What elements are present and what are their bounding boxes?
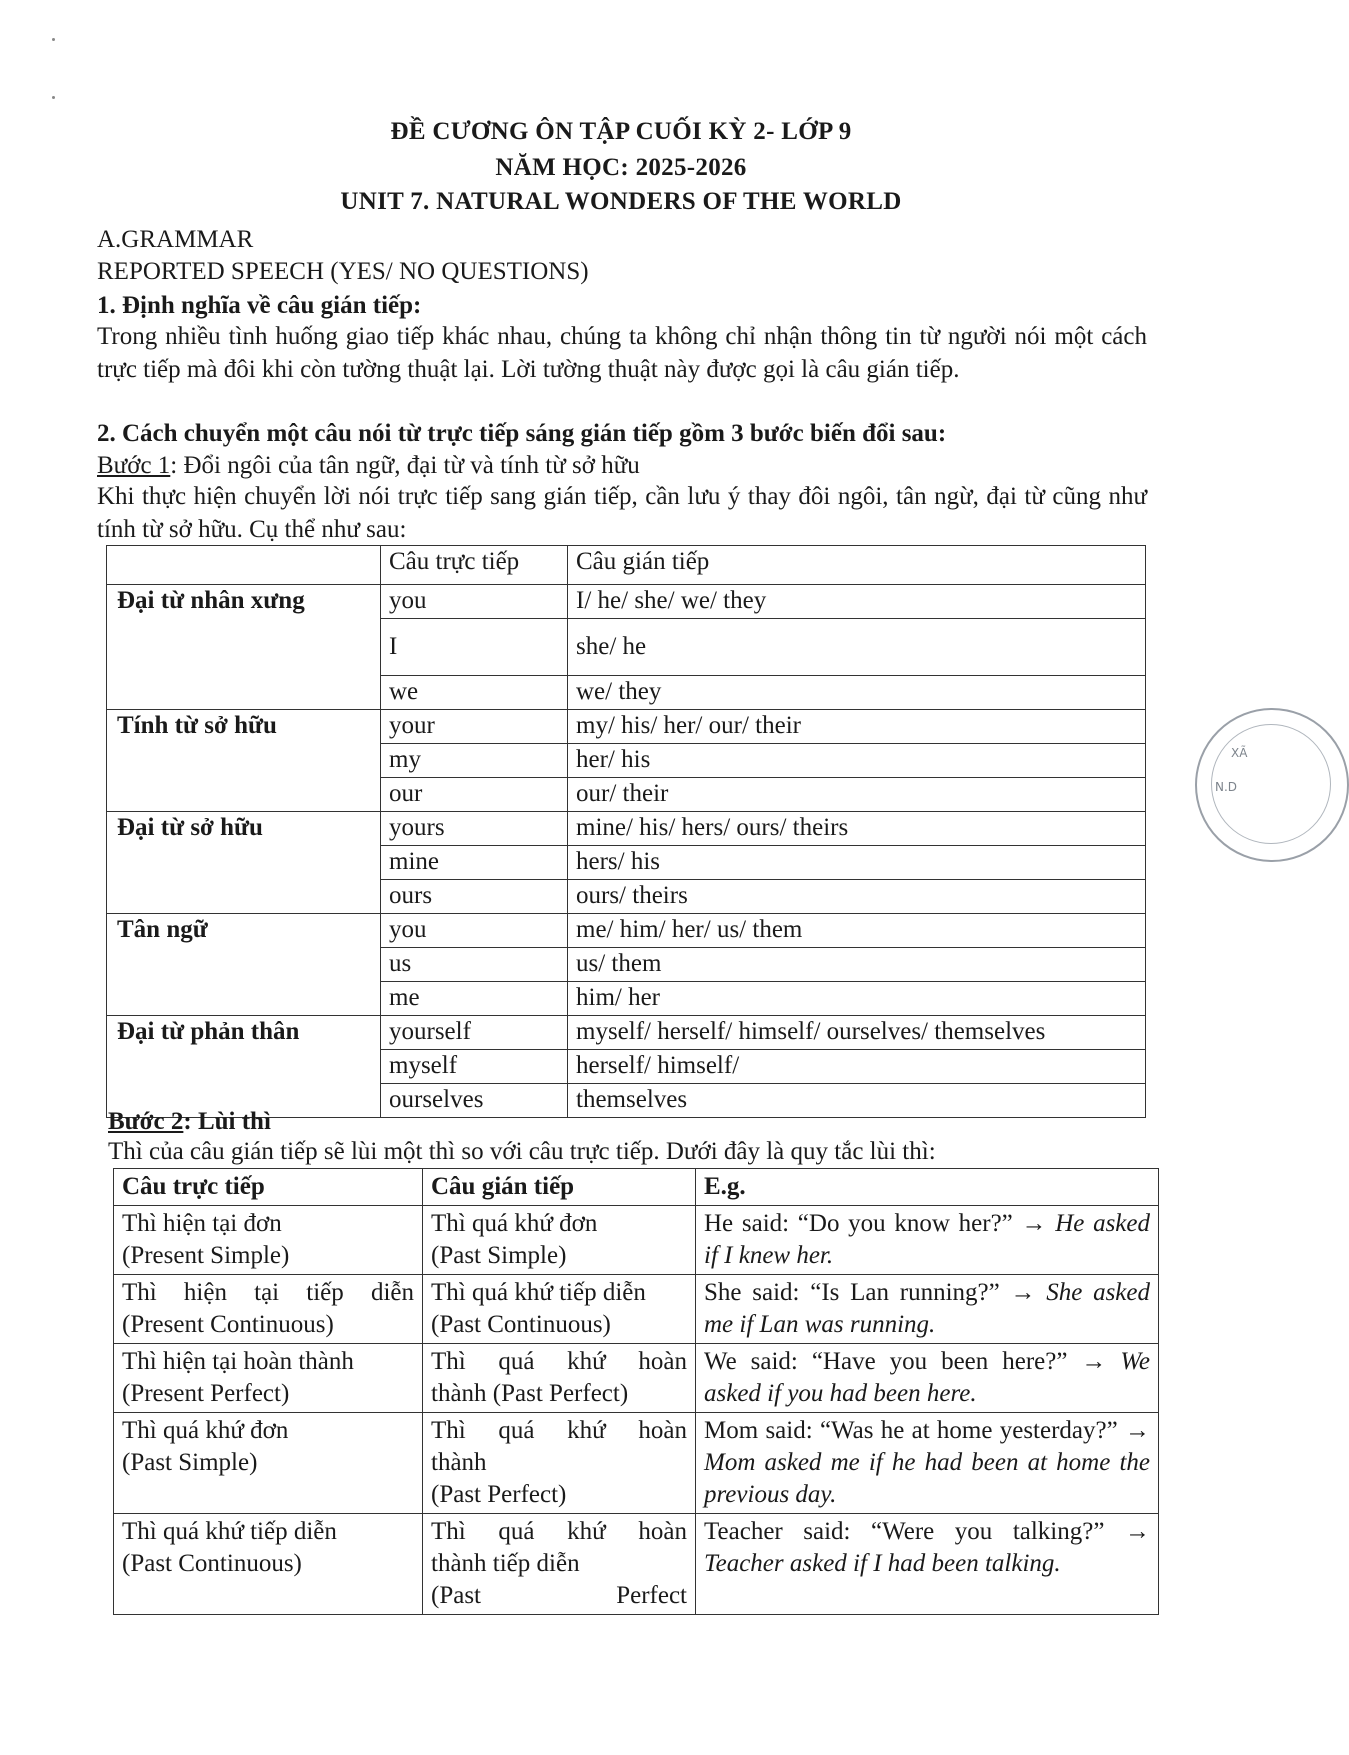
tense-name: Thì quá khứ tiếp diễn: [122, 1518, 337, 1545]
table-row: [114, 1413, 1159, 1514]
direct-cell: our: [381, 778, 568, 812]
table-row: [107, 710, 1146, 744]
table-header-row: [107, 546, 1146, 585]
step2-title: : Lùi thì: [183, 1108, 271, 1135]
indirect-tense-cell: [423, 1413, 696, 1514]
indirect-cell: hers/ his: [568, 846, 1146, 880]
tense-name: Thì quá khứ hoàn: [431, 1518, 687, 1545]
direct-cell: you: [381, 585, 568, 619]
tense-name: Thì quá khứ đơn: [122, 1417, 289, 1444]
indirect-cell: I/ he/ she/ we/ they: [568, 585, 1146, 619]
definition-heading: 1. Định nghĩa về câu gián tiếp:: [97, 292, 422, 319]
stamp-text: N.D: [1215, 780, 1238, 794]
direct-cell: yours: [381, 812, 568, 846]
section-heading: A.GRAMMAR: [97, 226, 254, 253]
header-cell: E.g.: [696, 1169, 1159, 1206]
indirect-cell: us/ them: [568, 948, 1146, 982]
example-direct: We said: “Have you been here?” →: [704, 1348, 1121, 1375]
table-row: [114, 1275, 1159, 1344]
category-cell: Đại từ nhân xưng: [107, 585, 381, 710]
step1-title: : Đổi ngôi của tân ngữ, đại từ và tính từ sở hữu: [170, 452, 640, 479]
doc-title: ĐỀ CƯƠNG ÔN TẬP CUỐI KỲ 2- LỚP 9: [390, 118, 852, 145]
example-cell: [696, 1344, 1159, 1413]
unit-title: UNIT 7. NATURAL WONDERS OF THE WORLD: [340, 188, 902, 215]
scan-speck: [52, 96, 55, 99]
tense-name: Thì quá khứ hoàn: [431, 1417, 687, 1444]
indirect-cell: me/ him/ her/ us/ them: [568, 914, 1146, 948]
stamp-text: XÃ: [1231, 746, 1248, 760]
indirect-cell: mine/ his/ hers/ ours/ theirs: [568, 812, 1146, 846]
tense-english: (Past Continuous): [431, 1311, 611, 1338]
indirect-cell: she/ he: [568, 619, 1146, 676]
indirect-cell: him/ her: [568, 982, 1146, 1016]
example-cell: [696, 1206, 1159, 1275]
indirect-cell: themselves: [568, 1084, 1146, 1118]
example-reported: He asked if I knew her.: [704, 1210, 1150, 1269]
category-cell: Tân ngữ: [107, 914, 381, 1016]
scan-speck: [52, 38, 55, 41]
pronoun-table: [106, 545, 1146, 1118]
tense-english: (Past Simple): [122, 1449, 258, 1476]
tense-english: (Present Perfect): [122, 1380, 290, 1407]
tense-table: [113, 1168, 1159, 1615]
example-direct: Teacher said: “Were you talking?” →: [704, 1518, 1150, 1545]
direct-tense-cell: [114, 1514, 423, 1615]
example-reported: We asked if you had been here.: [704, 1348, 1150, 1407]
step2-description: Thì của câu gián tiếp sẽ lùi một thì so với câu trực tiếp. Dưới đây là quy tắc lùi thì:: [108, 1138, 936, 1165]
direct-tense-cell: [114, 1206, 423, 1275]
indirect-cell: ours/ theirs: [568, 880, 1146, 914]
direct-cell: mine: [381, 846, 568, 880]
table-row: [114, 1206, 1159, 1275]
step1-heading: [97, 452, 640, 480]
tense-name: Thì quá khứ đơn: [431, 1210, 598, 1237]
indirect-cell: her/ his: [568, 744, 1146, 778]
example-direct: Mom said: “Was he at home yesterday?” →: [704, 1417, 1150, 1444]
direct-cell: myself: [381, 1050, 568, 1084]
tense-name: Thì quá khứ hoàn: [431, 1348, 687, 1375]
header-cell: Câu trực tiếp: [114, 1169, 423, 1206]
table-row: [107, 914, 1146, 948]
example-reported: Mom asked me if he had been at home the previous day.: [704, 1449, 1150, 1508]
step1-description: Khi thực hiện chuyển lời nói trực tiếp sang gián tiếp, cần lưu ý thay đôi ngôi, tân ngừ, đại từ cũng như tính từ sở hữu. Cụ thể như sau:: [97, 483, 1147, 543]
tense-english: (Present Continuous): [122, 1311, 334, 1338]
table-row: [114, 1514, 1159, 1615]
example-cell: [696, 1413, 1159, 1514]
definition-text: Trong nhiều tình huống giao tiếp khác nhau, chúng ta không chỉ nhận thông tin từ người nói một cách trực tiếp mà đôi khi còn tường thuật lại. Lời tường thuật này được gọi là câu gián tiếp.: [97, 323, 1147, 383]
table-header-row: [114, 1169, 1159, 1206]
example-direct: She said: “Is Lan running?” →: [704, 1279, 1047, 1306]
category-cell: Đại từ phản thân: [107, 1016, 381, 1118]
direct-cell: we: [381, 676, 568, 710]
header-cell: Câu gián tiếp: [568, 546, 1146, 585]
school-year: NĂM HỌC: 2025-2026: [495, 154, 747, 181]
steps-heading: 2. Cách chuyển một câu nói từ trực tiếp sáng gián tiếp gồm 3 bước biến đổi sau:: [97, 420, 947, 447]
tense-name-cont: thành tiếp diễn: [431, 1550, 580, 1577]
table-row: [107, 585, 1146, 619]
indirect-tense-cell: [423, 1344, 696, 1413]
example-cell: [696, 1275, 1159, 1344]
direct-cell: I: [381, 619, 568, 676]
direct-cell: me: [381, 982, 568, 1016]
step1-label: Bước 1: [97, 452, 171, 479]
category-cell: Đại từ sở hữu: [107, 812, 381, 914]
tense-name: Thì hiện tại đơn: [122, 1210, 282, 1237]
tense-name: Thì hiện tại hoàn thành: [122, 1348, 354, 1375]
header-cell: Câu trực tiếp: [381, 546, 568, 585]
direct-cell: ourselves: [381, 1084, 568, 1118]
indirect-tense-cell: [423, 1514, 696, 1615]
tense-english: (Past Continuous): [122, 1550, 302, 1577]
tense-english: (Past Perfect: [431, 1582, 687, 1609]
step2-heading: [108, 1108, 271, 1136]
topic-heading: REPORTED SPEECH (YES/ NO QUESTIONS): [97, 258, 589, 285]
category-cell: Tính từ sở hữu: [107, 710, 381, 812]
direct-cell: you: [381, 914, 568, 948]
indirect-cell: we/ they: [568, 676, 1146, 710]
header-cell: Câu gián tiếp: [423, 1169, 696, 1206]
indirect-cell: myself/ herself/ himself/ ourselves/ themselves: [568, 1016, 1146, 1050]
tense-name-cont: thành: [431, 1449, 487, 1476]
direct-cell: yourself: [381, 1016, 568, 1050]
header-cell: [107, 546, 381, 585]
example-reported: She asked me if Lan was running.: [704, 1279, 1150, 1338]
official-stamp: [1195, 708, 1349, 862]
direct-tense-cell: [114, 1413, 423, 1514]
indirect-tense-cell: [423, 1275, 696, 1344]
table-row: [114, 1344, 1159, 1413]
tense-english: (Present Simple): [122, 1242, 290, 1269]
example-direct: He said: “Do you know her?” →: [704, 1210, 1056, 1237]
tense-english: (Past Simple): [431, 1242, 567, 1269]
tense-name: Thì hiện tại tiếp diễn: [122, 1279, 414, 1306]
tense-english: thành (Past Perfect): [431, 1380, 629, 1407]
direct-cell: my: [381, 744, 568, 778]
direct-tense-cell: [114, 1275, 423, 1344]
example-cell: [696, 1514, 1159, 1615]
table-row: [107, 1016, 1146, 1050]
indirect-cell: our/ their: [568, 778, 1146, 812]
indirect-cell: my/ his/ her/ our/ their: [568, 710, 1146, 744]
indirect-cell: herself/ himself/: [568, 1050, 1146, 1084]
direct-cell: your: [381, 710, 568, 744]
step2-label: Bước 2: [108, 1108, 184, 1135]
indirect-tense-cell: [423, 1206, 696, 1275]
direct-tense-cell: [114, 1344, 423, 1413]
tense-english: (Past Perfect): [431, 1481, 567, 1508]
example-reported: Teacher asked if I had been talking.: [704, 1550, 1061, 1577]
table-row: [107, 812, 1146, 846]
direct-cell: us: [381, 948, 568, 982]
tense-name: Thì quá khứ tiếp diễn: [431, 1279, 646, 1306]
direct-cell: ours: [381, 880, 568, 914]
